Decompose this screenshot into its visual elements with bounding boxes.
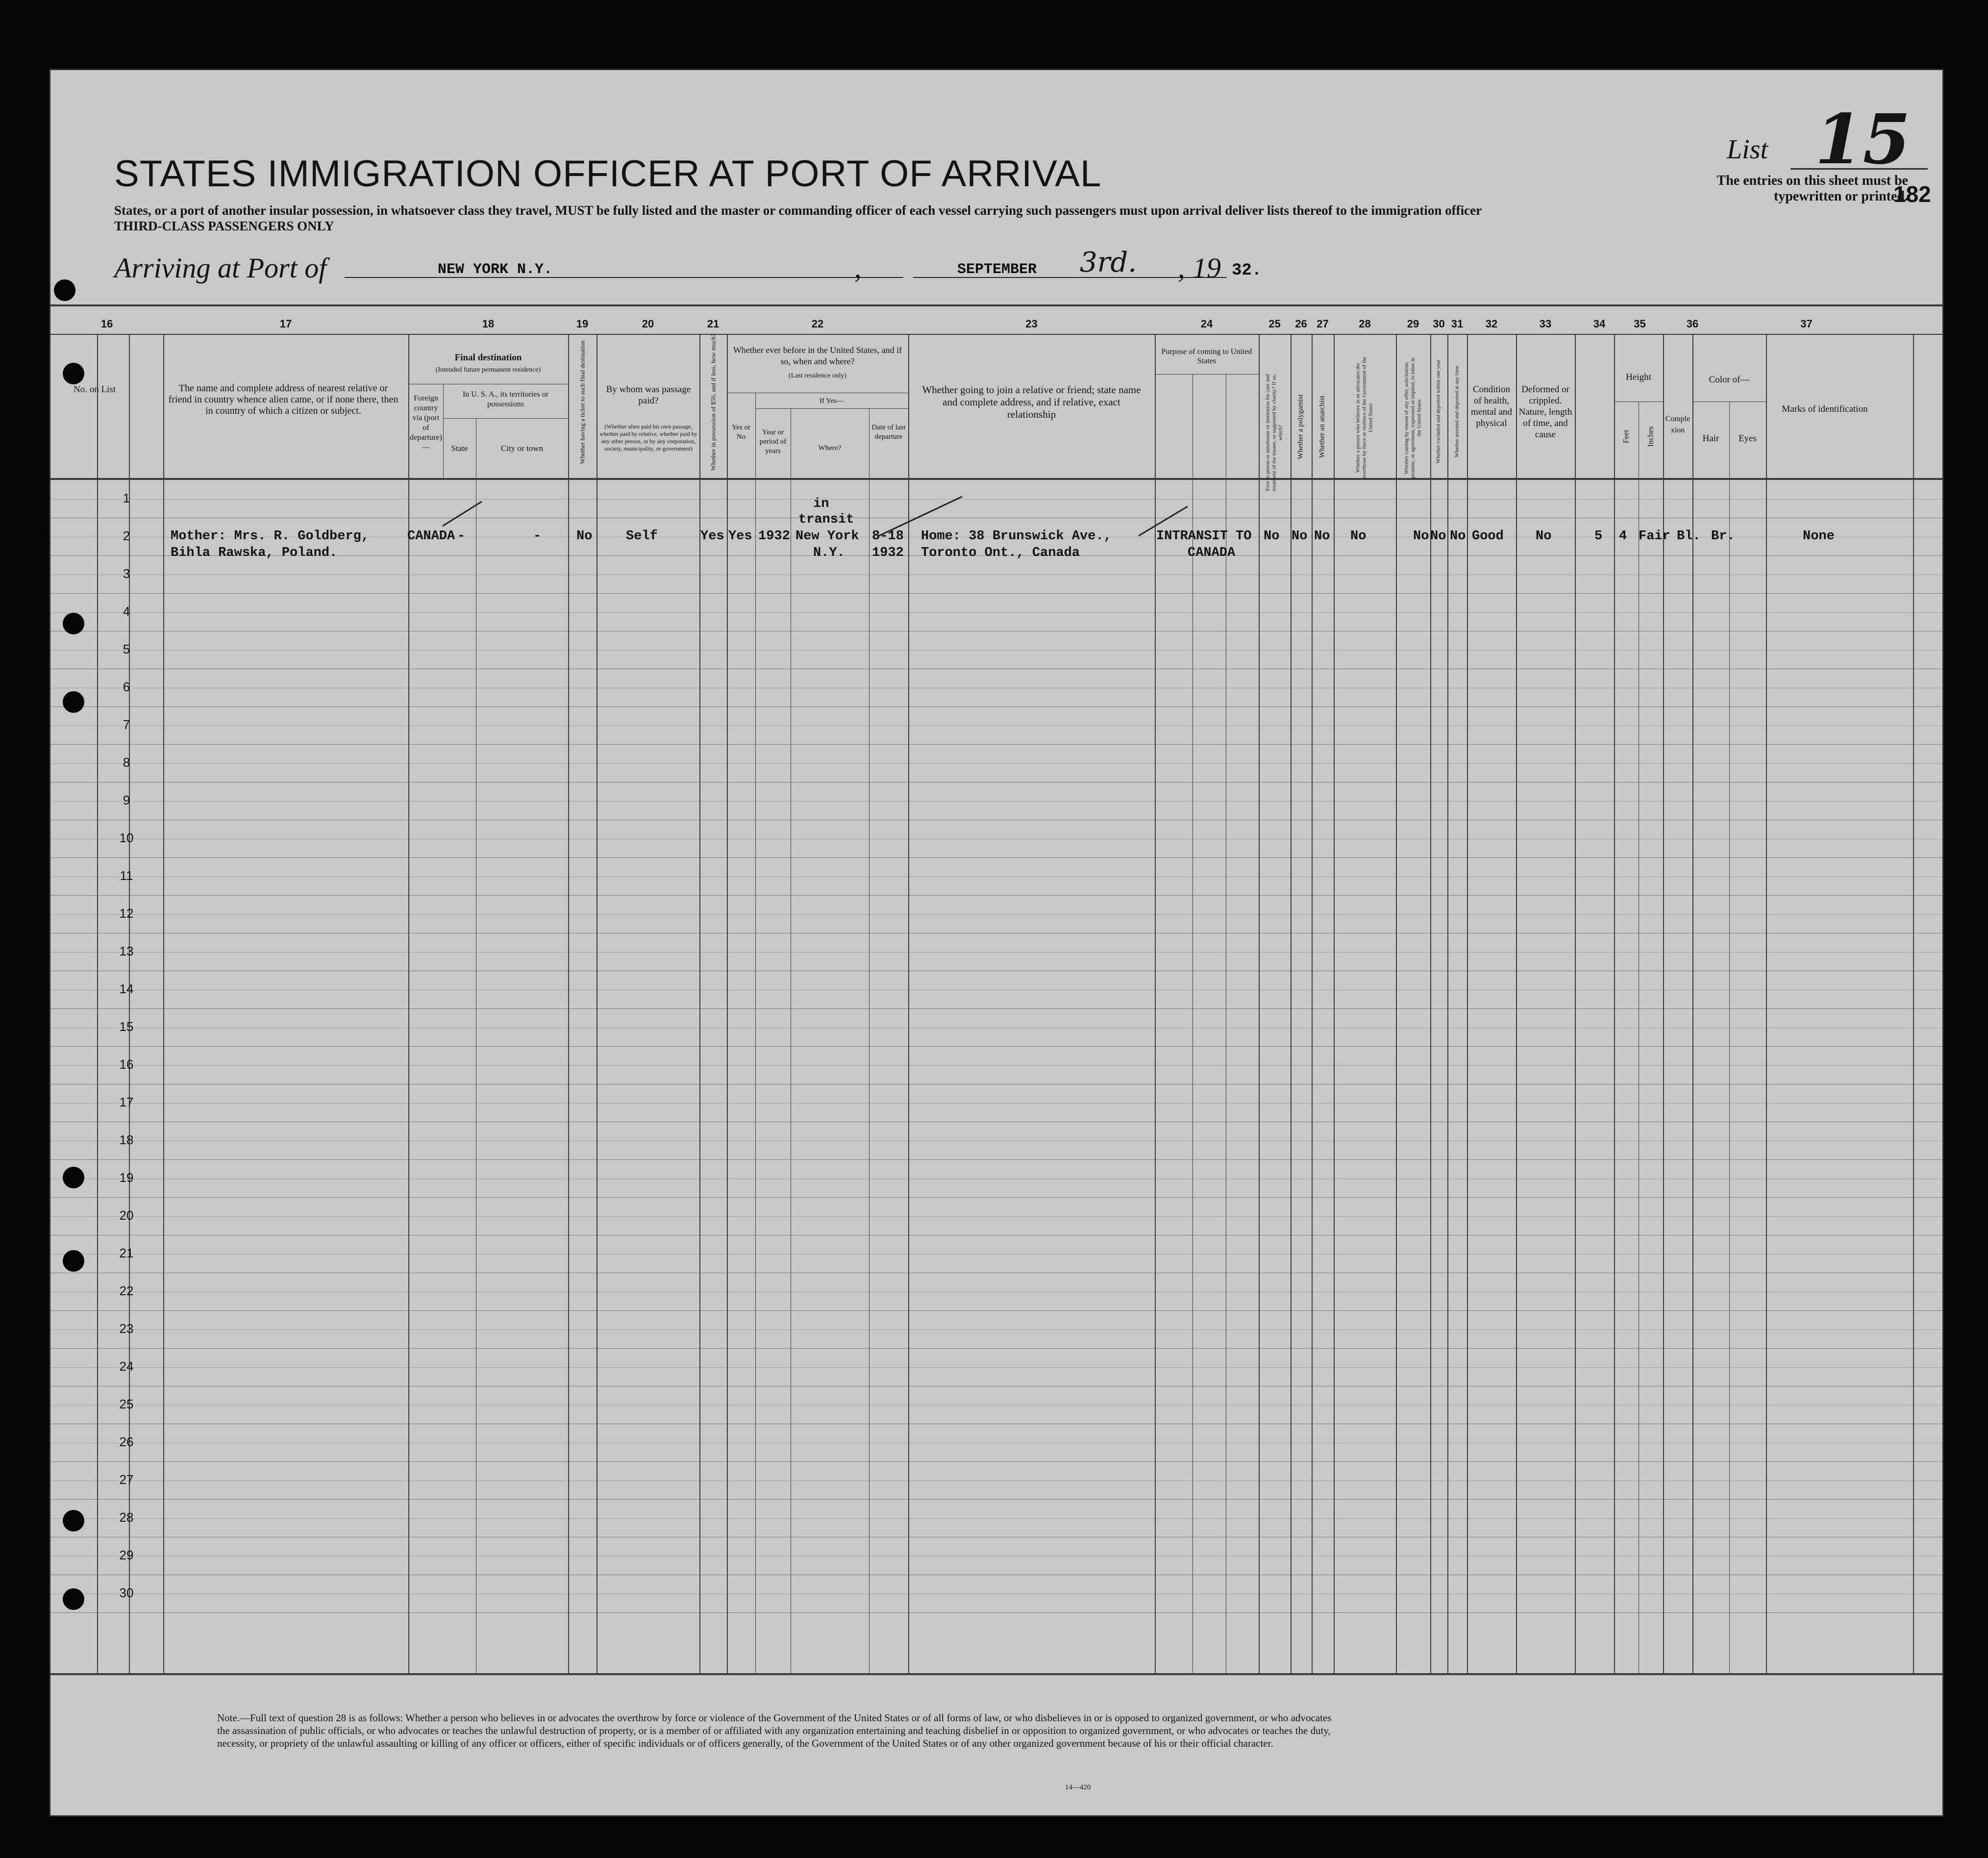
hdr-usa: In U. S. A., its territories or possessions — [462, 390, 549, 408]
year-prefix: 19 — [1193, 252, 1221, 284]
check-mark-dest — [443, 502, 482, 526]
hdr-color-of: Color of— — [1709, 375, 1750, 385]
row-number: 1 — [123, 491, 130, 505]
binder-hole — [63, 1588, 84, 1610]
entry-prison: No — [1264, 529, 1280, 544]
row-number: 14 — [119, 981, 134, 996]
entry-overthrow: No — [1350, 529, 1367, 544]
hdr-height: Height — [1626, 372, 1651, 382]
entry-labor: No — [1413, 529, 1429, 544]
entry-deformed: No — [1536, 529, 1552, 544]
entry-marks: None — [1803, 529, 1835, 544]
entry-arrested: No — [1450, 529, 1466, 544]
entry-foreign-country: CANADA — [407, 529, 455, 544]
row-number: 12 — [119, 906, 134, 921]
col-num-29: 29 — [1407, 318, 1419, 330]
row-number: 13 — [119, 944, 134, 958]
row-number: 19 — [119, 1170, 134, 1185]
hdr-marks: Marks of identification — [1782, 404, 1868, 414]
row-number: 5 — [123, 642, 130, 656]
row-subrule — [50, 1103, 1942, 1104]
page-number: 182 — [1893, 181, 1931, 207]
col-num-35: 35 — [1634, 318, 1646, 330]
hdr-ever-before-sub: (Last residence only) — [788, 372, 847, 379]
hdr-excluded: Whether excluded and deported within one year — [1435, 359, 1441, 464]
row-subrule — [50, 801, 1942, 802]
binder-hole — [54, 279, 75, 301]
col-num-22: 22 — [811, 318, 824, 330]
row-number: 15 — [119, 1019, 134, 1034]
hdr-overthrow: Whether a person who believes in or advocates the overthrow by force or violence of the Government of the United States — [1355, 356, 1374, 479]
row-number: 17 — [119, 1095, 134, 1109]
footnote: Note.—Full text of question 28 is as follows: Whether a person who believes in or advocates the overthrow by force or violence of the Government of the United States or of all forms of law, or who disbelieves in or is opposed to organized government, or who advocates the assassination of public officials, or who advocates or teaches the unlawful destruction of property, or is a member of or affiliated with any organization entertaining and teaching disbelief in or opposition to organized government, or who advocates or teaches the duty, necessity, or propriety of the unlawful assaulting or killing of any officer or officers, either of specific individuals or of officers generally, of the Government of the United States or of any other organized government because of his or their official character. — [217, 1712, 1332, 1749]
hdr-passage: By whom was passage paid? — [606, 384, 691, 406]
row-number: 11 — [120, 868, 133, 883]
col-num-25: 25 — [1268, 318, 1281, 330]
hdr-yesno: Yes or No — [731, 424, 751, 441]
row-number: 23 — [119, 1321, 134, 1336]
entry-complexion: Fair — [1639, 529, 1670, 544]
table-bottom-rule — [50, 1673, 1942, 1675]
col-num-33: 33 — [1539, 318, 1552, 330]
entry-join-1: Home: 38 Brunswick Ave., — [921, 529, 1112, 544]
row-number: 9 — [123, 793, 130, 807]
col-num-37: 37 — [1800, 318, 1813, 330]
entry-health: Good — [1472, 529, 1504, 544]
hdr-period: Year or period of years — [759, 428, 787, 455]
entry-where-1: transit — [798, 512, 854, 527]
binder-hole — [63, 613, 84, 634]
entry-where-0: in — [813, 497, 829, 511]
year-suffix: 32. — [1232, 261, 1262, 280]
row-subrule — [50, 1518, 1942, 1519]
row-rule — [50, 1310, 1942, 1311]
row-subrule — [50, 1405, 1942, 1406]
row-rule — [50, 1348, 1942, 1349]
row-number: 2 — [123, 528, 130, 543]
row-subrule — [50, 1216, 1942, 1217]
col-num-23: 23 — [1025, 318, 1038, 330]
row-number: 26 — [119, 1434, 134, 1449]
binder-hole — [63, 1167, 84, 1188]
col-num-27: 27 — [1317, 318, 1329, 330]
row-rule — [50, 1008, 1942, 1009]
hdr-departure: Date of last departure — [871, 424, 906, 441]
row-subrule — [50, 1556, 1942, 1557]
binder-hole — [63, 1250, 84, 1272]
row-number: 27 — [119, 1472, 134, 1487]
hdr-money: Whether in possession of $50, and if less, how much? — [709, 333, 717, 471]
hdr-labor: Whether coming by reason of any offer, solicitation, promise, or agreement, expressed or implied, to labor in the United States — [1403, 357, 1422, 478]
row-number: 6 — [123, 679, 130, 694]
row-number: 3 — [123, 566, 130, 581]
row-subrule — [50, 1367, 1942, 1368]
entry-relative-line2: Bihla Rawska, Poland. — [171, 546, 338, 560]
hdr-feet: Feet — [1622, 429, 1631, 444]
col-num-20: 20 — [642, 318, 654, 330]
binder-hole — [63, 363, 84, 384]
row-number: 22 — [119, 1283, 134, 1298]
month-value: SEPTEMBER — [957, 261, 1037, 278]
hdr-passage-sub: (Whether alien paid his own passage, whether paid by relative, whether paid by any other person, or by any corporation, society, municipality, or government) — [599, 423, 697, 452]
row-rule — [50, 1461, 1942, 1462]
col-num-32: 32 — [1485, 318, 1498, 330]
hdr-foreign-country: Foreign country via (port of departure)— — [410, 394, 442, 452]
day-value: 3rd. — [1080, 247, 1137, 278]
comma-1: , — [854, 252, 862, 284]
row-number: 25 — [119, 1397, 134, 1411]
col-num-30: 30 — [1433, 318, 1445, 330]
row-rule — [50, 1159, 1942, 1160]
entry-state: - — [457, 529, 466, 544]
row-rule — [50, 1499, 1942, 1500]
entry-relative-line1: Mother: Mrs. R. Goldberg, — [171, 529, 370, 544]
row-rule — [50, 1046, 1942, 1047]
entry-join-2: Toronto Ont., Canada — [921, 546, 1080, 560]
col-num-26: 26 — [1295, 318, 1307, 330]
hdr-ever-before: Whether ever before in the United States, and if so, when and where? — [733, 345, 902, 366]
manifest-sheet — [49, 69, 1944, 1817]
hdr-inches: Inches — [1646, 426, 1655, 447]
binder-hole — [63, 1510, 84, 1532]
row-number: 30 — [119, 1585, 134, 1600]
hdr-relative: The name and complete address of nearest relative or friend in country whence alien came, or if none there, then in country of which a citizen or subject. — [168, 383, 398, 416]
hdr-complexion: Complexion — [1665, 415, 1690, 434]
row-number: 21 — [119, 1246, 134, 1260]
hdr-no-on-list: No. on List — [73, 384, 116, 395]
entry-city: - — [533, 529, 542, 544]
hdr-where: Where? — [818, 444, 842, 452]
col-num-16: 16 — [100, 318, 113, 330]
row-rule — [50, 706, 1942, 707]
port-value: NEW YORK N.Y. — [438, 261, 553, 278]
col-num-17: 17 — [279, 318, 292, 330]
hdr-deformed: Deformed or crippled. Nature, length of time, and cause — [1518, 384, 1572, 440]
col-num-36: 36 — [1686, 318, 1699, 330]
hdr-join: Whether going to join a relative or friend; state name and complete address, and if relative, exact relationship — [922, 384, 1141, 420]
hdr-final-destination-sub: (Intended future permanent residence) — [435, 366, 541, 374]
entry-departure-2: 1932 — [872, 546, 904, 560]
list-label: List — [1727, 134, 1768, 165]
row-rule — [50, 1612, 1942, 1613]
row-number: 24 — [119, 1359, 134, 1374]
row-rule — [50, 895, 1942, 896]
entry-ever-before: Yes — [728, 529, 752, 544]
entry-eyes: Br. — [1711, 529, 1735, 544]
entry-money: Yes — [700, 529, 724, 544]
entry-anarchist: No — [1314, 529, 1330, 544]
list-number: 15 — [1815, 100, 1911, 180]
row-rule — [50, 857, 1942, 858]
intro-text: States, or a port of another insular possession, in whatsoever class they travel, MUST be fully listed and the master or commanding officer of each vessel carrying such passengers must upon arrival deliver lists thereof to the immigration officer THIRD-CLASS PASSENGERS ONLY — [114, 203, 1482, 233]
arriving-label: Arriving at Port of — [114, 252, 327, 284]
row-number: 16 — [119, 1057, 134, 1072]
row-number: 18 — [119, 1132, 134, 1147]
hdr-final-destination: Final destination — [454, 352, 522, 363]
entry-feet: 5 — [1594, 529, 1603, 544]
check-marks — [50, 70, 1942, 609]
entry-year: 1932 — [758, 529, 790, 544]
row-subrule — [50, 650, 1942, 651]
page-title: STATES IMMIGRATION OFFICER AT PORT OF ARRIVAL — [114, 153, 1102, 195]
row-number: 29 — [119, 1548, 134, 1562]
row-number: 10 — [119, 830, 134, 845]
row-rule — [50, 744, 1942, 745]
hdr-ifyes: If Yes— — [819, 397, 844, 405]
row-number: 8 — [123, 755, 130, 770]
row-rule — [50, 1197, 1942, 1198]
row-subrule — [50, 914, 1942, 915]
hdr-arrested: Whether arrested and deported at any time — [1454, 366, 1460, 457]
row-subrule — [50, 952, 1942, 953]
form-code: 14—420 — [1065, 1783, 1091, 1791]
entry-inches: 4 — [1619, 529, 1627, 544]
entry-where-2: New York — [795, 529, 859, 544]
check-mark-join — [1139, 506, 1188, 536]
entry-purpose-1: INTRANSIT TO — [1156, 529, 1252, 544]
col-num-18: 18 — [482, 318, 495, 330]
entry-purpose-2: CANADA — [1188, 546, 1236, 560]
col-num-34: 34 — [1593, 318, 1606, 330]
comma-2: , — [1178, 252, 1185, 284]
col-num-21: 21 — [707, 318, 720, 330]
hdr-state: State — [451, 444, 468, 453]
entry-excluded: No — [1430, 529, 1446, 544]
hdr-health: Condition of health, mental and physical — [1471, 384, 1512, 428]
entry-paid-by: Self — [626, 529, 658, 544]
row-number: 20 — [119, 1208, 134, 1223]
col-num-31: 31 — [1451, 318, 1464, 330]
row-subrule — [50, 1254, 1942, 1255]
hdr-ticket: Whether having a ticket to such final destination — [578, 340, 586, 464]
row-number: 7 — [123, 717, 130, 732]
hdr-city: City or town — [501, 444, 543, 453]
hdr-hair: Hair — [1702, 433, 1719, 444]
row-subrule — [50, 612, 1942, 613]
entry-where-3: N.Y. — [813, 546, 845, 560]
col-num-28: 28 — [1359, 318, 1371, 330]
row-subrule — [50, 763, 1942, 764]
check-mark-departure — [879, 497, 962, 536]
hdr-purpose: Purpose of coming to United States — [1161, 348, 1252, 365]
binder-hole — [63, 691, 84, 713]
entry-departure-1: 8-18 — [872, 529, 904, 544]
row-number: 28 — [119, 1510, 134, 1525]
col-num-19: 19 — [576, 318, 589, 330]
hdr-prison: Ever in prison or almshouse or institution for care and treatment of the insane, or supported by charity? If so, which? — [1265, 374, 1284, 491]
row-number: 4 — [123, 604, 130, 619]
row-subrule — [50, 1065, 1942, 1066]
col-num-24: 24 — [1200, 318, 1213, 330]
hdr-eyes: Eyes — [1739, 433, 1757, 444]
entry-hair: Bl. — [1677, 529, 1701, 544]
hdr-anarchist: Whether an anarchist — [1318, 395, 1326, 458]
entries-note: The entries on this sheet must be typewritten or printed. — [1716, 173, 1908, 204]
entry-ticket: No — [576, 529, 593, 544]
hdr-polygamist: Whether a polygamist — [1296, 394, 1305, 459]
entry-polygamist: No — [1292, 529, 1308, 544]
